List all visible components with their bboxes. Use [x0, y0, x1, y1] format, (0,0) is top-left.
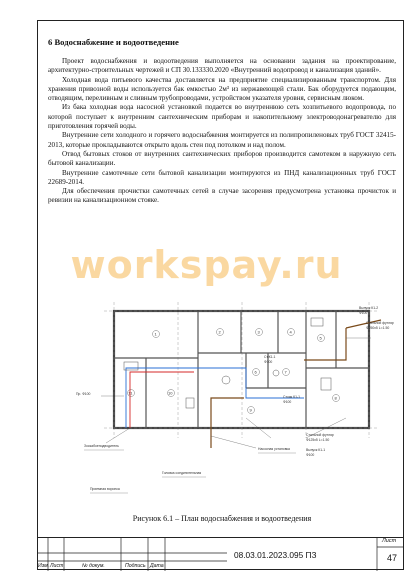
svg-text:10: 10 — [168, 390, 173, 396]
paragraph: Из бака холодная вода насосной установкой подается во внутреннюю сеть хозпитьевого водопровода, по которой поступает к внутренним сантехническим приборам и накопительному электроводонагревателю для приготовления горячей воды. — [48, 103, 396, 131]
title-block-col-date: Дата — [150, 563, 164, 569]
svg-text:11: 11 — [128, 390, 133, 396]
plan-label: Зоскабоеподводитель — [84, 444, 119, 448]
title-block — [37, 537, 404, 570]
plan-label: Стальной футляр — [366, 321, 394, 325]
plan-label: Стальной футляр — [306, 433, 334, 437]
plan-label: Пр. Ф100 — [76, 392, 91, 396]
svg-text:9: 9 — [249, 407, 252, 413]
title-block-col-izm: Изм. — [38, 563, 50, 569]
svg-text:3: 3 — [257, 329, 260, 335]
plan-label: Выпуск К1-1 — [306, 448, 326, 452]
floor-plan-drawing — [46, 298, 398, 510]
plan-label: Приемная воронка — [90, 487, 120, 491]
paragraph: Проект водоснабжения и водоотведения выполняется на основании задания на проектирование, архитектурно-строительных чертежей и СП 30.133330.2020 «Внутренний водопровод и канализация зданий». — [48, 57, 396, 75]
svg-text:8: 8 — [334, 395, 337, 401]
svg-text:6: 6 — [254, 369, 257, 375]
plan-label: Головка соединительная — [162, 471, 202, 475]
watermark: workspay.ru — [70, 243, 343, 287]
sheet-label: Лист — [382, 538, 397, 544]
plan-label: Ф100 — [283, 400, 292, 404]
plan-interior-walls — [114, 311, 369, 428]
plan-room-numbers — [128, 329, 340, 414]
document-body — [48, 37, 396, 206]
paragraph: Внутренние самотечные сети бытовой канализации монтируются из ПНД канализационных труб ГОСТ 22689-2014. — [48, 168, 396, 186]
section-title: 6 Водоснабжение и водоотведение — [48, 37, 179, 47]
title-block-col-sign: Подпись — [125, 563, 146, 569]
plan-label: Ф250х5 L=1.50 — [366, 326, 390, 330]
title-block-col-doc: № докум. — [82, 563, 105, 569]
plan-label: Ф100 — [306, 453, 315, 457]
plan-label: Выпуск К1-2 — [359, 306, 379, 310]
plan-leaders — [101, 335, 371, 448]
paragraph: Внутренние сети холодного и горячего водоснабжения монтируется из полипропиленовых труб ГОСТ 32415-2013, которые прокладываются открыто вдоль стен под потолком и над полом. — [48, 131, 396, 149]
svg-text:4: 4 — [289, 329, 292, 335]
plan-label: Стояк К1-1 — [283, 395, 300, 399]
plan-label: Ф100 — [359, 311, 368, 315]
paragraph: Отвод бытовых стоков от внутренних сантехнических приборов производится самотеком в наружную сеть бытовой канализации. — [48, 149, 396, 168]
svg-text:7: 7 — [284, 369, 287, 375]
sheet-number: 47 — [387, 553, 398, 563]
paragraph: Холодная вода питьевого качества доставляется на предприятие специализированным транспортом. Для хранения привозной воды используется бак емкостью 2м³ из нержавеющей стали. Бак оборудуется подающим, отводящим, переливным и сливным трубопроводами, устройством указателя уровня, сервисным люком. — [48, 75, 396, 103]
figure-caption: Рисунок 6.1 – План водоснабжения и водоотведения — [132, 514, 312, 523]
document-code: 08.03.01.2023.095 ПЗ — [234, 550, 317, 560]
svg-text:5: 5 — [319, 335, 322, 341]
svg-text:1: 1 — [154, 331, 157, 337]
plan-label: Ф125х5 L=1.50 — [306, 438, 330, 442]
plan-label: Насосная установка — [258, 447, 290, 451]
svg-text:2: 2 — [218, 329, 221, 335]
title-block-col-list: Лист — [50, 563, 64, 569]
plan-label: Ф100 — [264, 360, 273, 364]
paragraph: Для обеспечения прочистки самотечных сетей в случае засорения предусмотрена установка прочисток и ревизии на канализационном стояке. — [48, 187, 396, 205]
plan-label: Ст.К1-1 — [264, 355, 276, 359]
